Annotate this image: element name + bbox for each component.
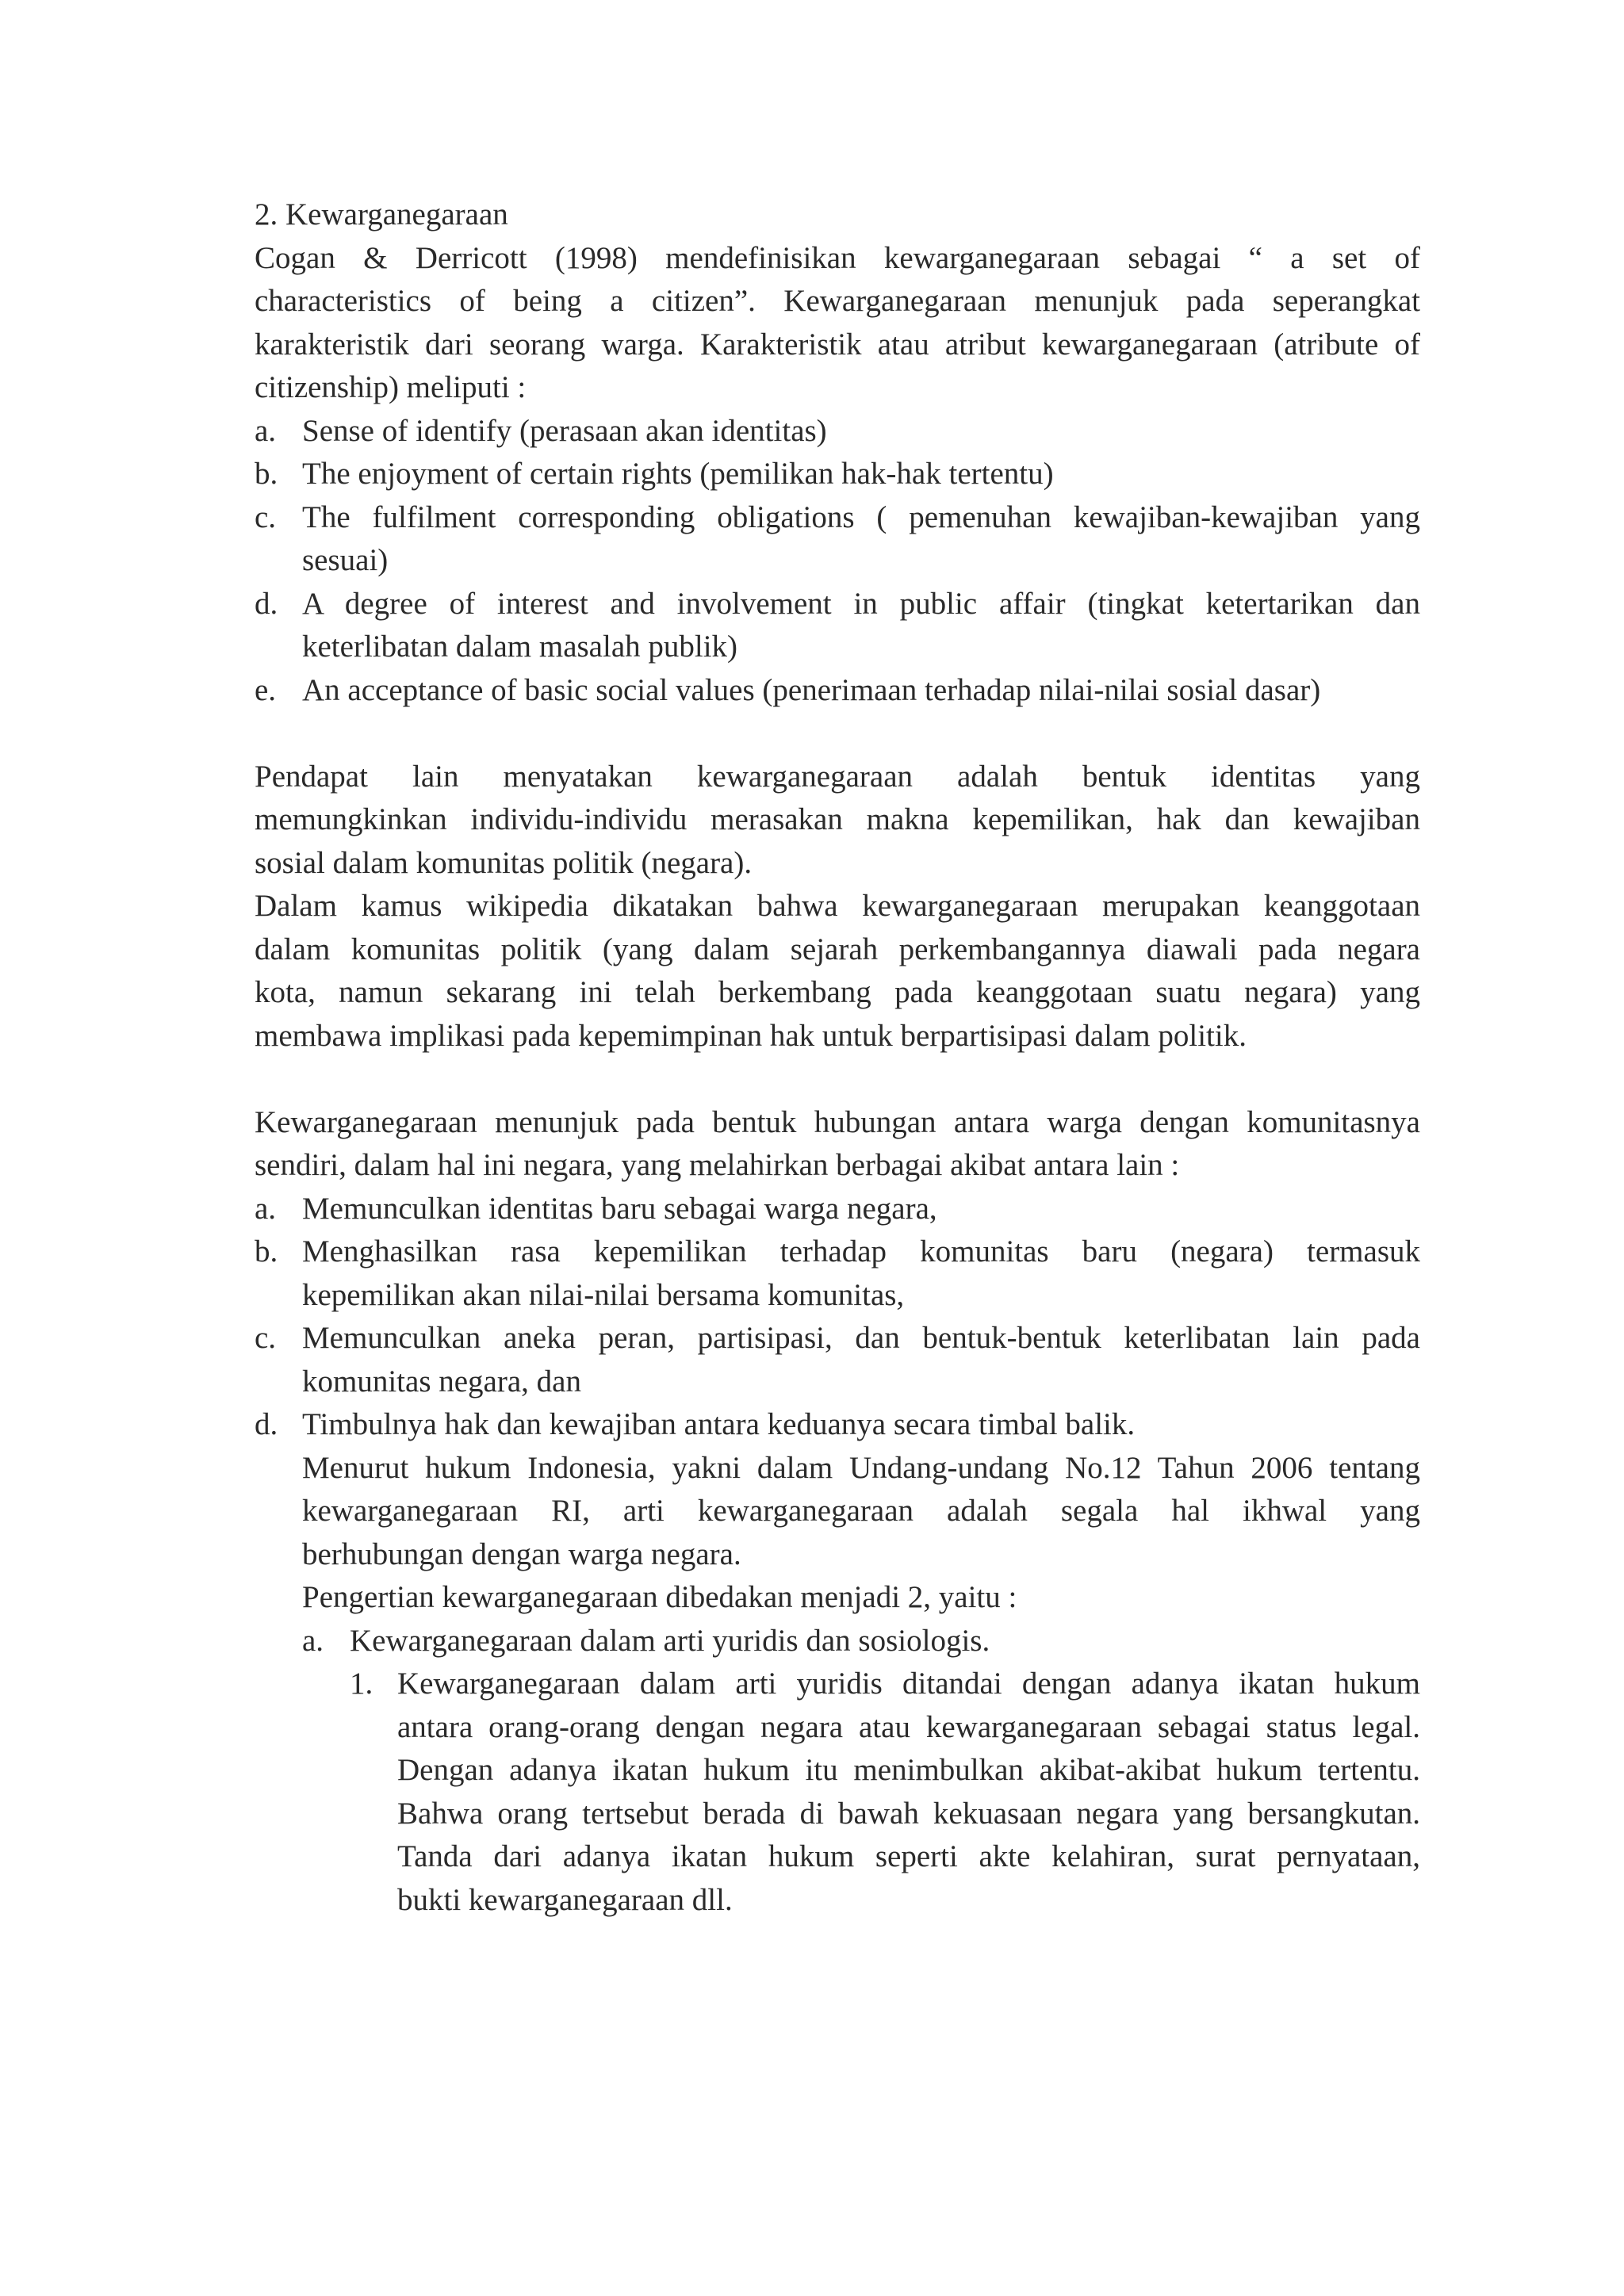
list-item — [255, 669, 1420, 713]
text-line: The enjoyment of certain rights (pemilikan hak-hak tertentu) — [302, 457, 1054, 491]
text-line: Cogan & Derricott (1998) mendefinisikan kewarganegaraan sebagai “ a set of — [255, 240, 1420, 275]
list-item — [255, 410, 1420, 453]
list-marker: 1. — [350, 1667, 373, 1701]
text-line: sendiri, dalam hal ini negara, yang melahirkan berbagai akibat antara lain : — [255, 1148, 1180, 1182]
text-line: An acceptance of basic social values (penerimaan terhadap nilai-nilai sosial dasar) — [302, 672, 1321, 707]
list-marker: b. — [255, 457, 278, 491]
attributes-list — [255, 410, 1420, 713]
text-line: karakteristik dari seorang warga. Karakteristik atau atribut kewarganegaraan (atribute of — [255, 327, 1420, 362]
list-item — [255, 453, 1420, 496]
paragraph-spacer — [255, 1058, 1420, 1101]
pengertian-list — [255, 1620, 1420, 1663]
text-line: Timbulnya hak dan kewajiban antara keduanya secara timbal balik. — [302, 1407, 1136, 1441]
document-page — [255, 193, 1420, 1922]
text-line: membawa implikasi pada kepemimpinan hak untuk berpartisipasi dalam politik. — [255, 1018, 1247, 1053]
list-marker: d. — [255, 1407, 278, 1441]
list-marker: e. — [255, 672, 277, 707]
list-item — [255, 1188, 1420, 1231]
text-line: memungkinkan individu-individu merasakan makna kepemilikan, hak dan kewajiban — [255, 802, 1420, 836]
text-line: characteristics of being a citizen”. Kewarganegaraan menunjuk pada seperangkat — [255, 284, 1420, 318]
list-marker: a. — [255, 1191, 277, 1226]
yuridis-list — [255, 1663, 1420, 1922]
intro-paragraph — [255, 237, 1420, 410]
list-marker: a. — [255, 413, 277, 448]
text-line: keterlibatan dalam masalah publik) — [302, 629, 738, 664]
text-line: sesuai) — [302, 543, 389, 577]
text-line: Bahwa orang tertsebut berada di bawah kekuasaan negara yang bersangkutan. — [397, 1796, 1420, 1831]
paragraph-spacer — [255, 712, 1420, 756]
list-marker: c. — [255, 499, 277, 534]
text-line: kepemilikan akan nilai-nilai bersama komunitas, — [302, 1277, 905, 1312]
text-line: Kewarganegaraan menunjuk pada bentuk hubungan antara warga dengan komunitasnya — [255, 1104, 1420, 1139]
text-line: kewarganegaraan RI, arti kewarganegaraan adalah segala hal ikhwal yang — [302, 1494, 1420, 1528]
text-line: Menghasilkan rasa kepemilikan terhadap komunitas baru (negara) termasuk — [302, 1234, 1420, 1269]
text-line: Memunculkan aneka peran, partisipasi, dan bentuk-bentuk keterlibatan lain pada — [302, 1321, 1420, 1355]
hukum-paragraph — [255, 1447, 1420, 1620]
text-line: komunitas negara, dan — [302, 1364, 581, 1399]
list-marker: c. — [255, 1321, 277, 1355]
list-marker: b. — [255, 1234, 278, 1269]
list-item — [350, 1663, 1420, 1922]
list-item — [255, 1230, 1420, 1317]
section-heading: 2. Kewarganegaraan — [255, 197, 508, 232]
text-line: sosial dalam komunitas politik (negara). — [255, 845, 753, 880]
list-item — [255, 1317, 1420, 1403]
text-line: A degree of interest and involvement in public affair (tingkat ketertarikan dan — [302, 586, 1420, 621]
list-marker: d. — [255, 586, 278, 621]
pendapat-paragraph — [255, 756, 1420, 886]
text-line: Memunculkan identitas baru sebagai warga negara, — [302, 1191, 937, 1226]
text-line: Tanda dari adanya ikatan hukum seperti akte kelahiran, surat pernyataan, — [397, 1839, 1420, 1873]
text-line: Kewarganegaraan dalam arti yuridis dan sosiologis. — [350, 1623, 990, 1658]
text-line: dalam komunitas politik (yang dalam sejarah perkembangannya diawali pada negara — [255, 932, 1420, 966]
text-line: antara orang-orang dengan negara atau kewarganegaraan sebagai status legal. — [397, 1709, 1420, 1744]
text-line: Sense of identify (perasaan akan identitas) — [302, 413, 827, 448]
text-line: bukti kewarganegaraan dll. — [397, 1882, 733, 1917]
list-marker: a. — [302, 1623, 324, 1658]
wikipedia-paragraph — [255, 885, 1420, 1058]
list-item — [255, 496, 1420, 583]
list-item — [302, 1620, 1420, 1663]
text-line: Dengan adanya ikatan hukum itu menimbulkan akibat-akibat hukum tertentu. — [397, 1753, 1420, 1787]
text-line: berhubungan dengan warga negara. — [302, 1536, 741, 1571]
list-item — [255, 583, 1420, 669]
pengertian-intro: Pengertian kewarganegaraan dibedakan menjadi 2, yaitu : — [302, 1580, 1017, 1614]
hubungan-paragraph — [255, 1101, 1420, 1188]
akibat-list — [255, 1188, 1420, 1447]
text-line: citizenship) meliputi : — [255, 370, 527, 404]
text-line: The fulfilment corresponding obligations ( pemenuhan kewajiban-kewajiban yang — [302, 499, 1420, 534]
list-item — [255, 1403, 1420, 1447]
text-line: kota, namun sekarang ini telah berkembang pada keanggotaan suatu negara) yang — [255, 975, 1420, 1009]
text-line: Kewarganegaraan dalam arti yuridis ditandai dengan adanya ikatan hukum — [397, 1667, 1420, 1701]
text-line: Menurut hukum Indonesia, yakni dalam Undang-undang No.12 Tahun 2006 tentang — [302, 1450, 1420, 1485]
text-line: Dalam kamus wikipedia dikatakan bahwa kewarganegaraan merupakan keanggotaan — [255, 889, 1420, 923]
text-line: Pendapat lain menyatakan kewarganegaraan adalah bentuk identitas yang — [255, 759, 1420, 794]
